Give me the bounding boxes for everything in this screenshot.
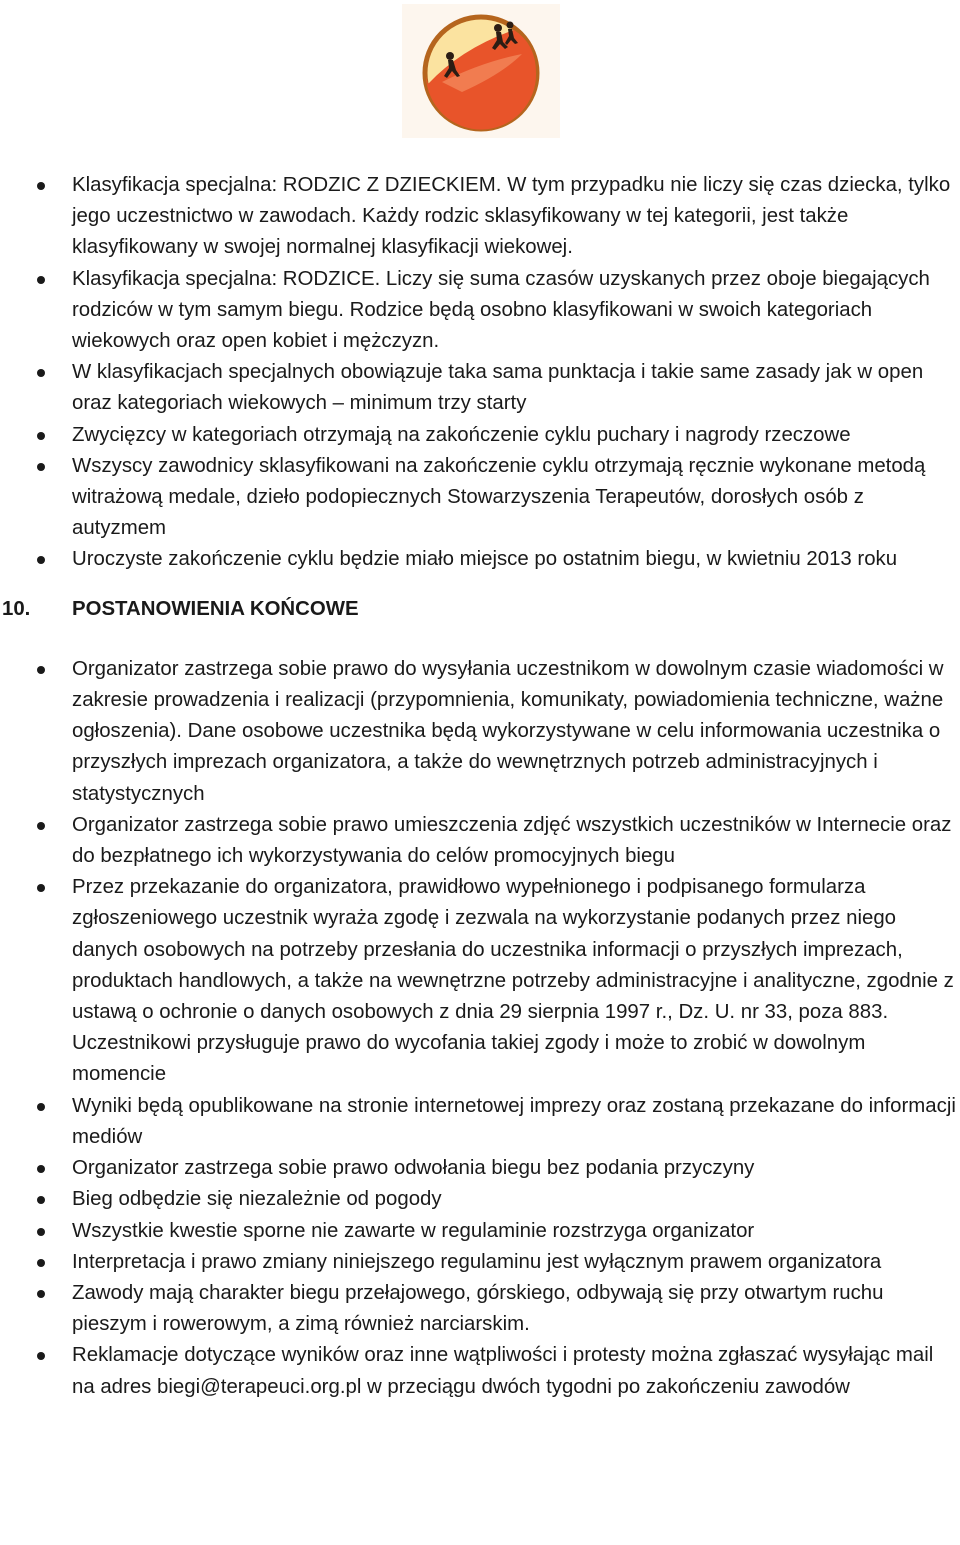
regulations-content xyxy=(0,170,960,1403)
section-heading xyxy=(0,594,960,625)
special-classification-list xyxy=(0,170,960,576)
logo-graphic xyxy=(402,4,560,138)
list-item: Wyniki będą opublikowane na stronie internetowej imprezy oraz zostaną przekazane do informacji mediów xyxy=(0,1091,960,1153)
list-item: Bieg odbędzie się niezależnie od pogody xyxy=(0,1184,960,1215)
list-item: Klasyfikacja specjalna: RODZIC Z DZIECKIEM. W tym przypadku nie liczy się czas dziecka, tylko jego uczestnictwo w zawodach. Każdy rodzic sklasyfikowany w tej kategorii, jest także klasyfikowany w swojej normalnej klasyfikacji wiekowej. xyxy=(0,170,960,264)
list-item: Zwycięzcy w kategoriach otrzymają na zakończenie cyklu puchary i nagrody rzeczowe xyxy=(0,420,960,451)
list-item: Organizator zastrzega sobie prawo umieszczenia zdjęć wszystkich uczestników w Internecie oraz do bezpłatnego ich wykorzystywania do celów promocyjnych biegu xyxy=(0,810,960,872)
section-number: 10. xyxy=(2,597,31,620)
final-provisions-list xyxy=(0,654,960,1403)
list-item: Organizator zastrzega sobie prawo do wysyłania uczestnikom w dowolnym czasie wiadomości w zakresie prowadzenia i realizacji (przypomnienia, komunikaty, powiadomienia techniczne, ważne ogłoszenia). Dane osobowe uczestnika będą wykorzystywane w celu informowania uczestnika o przyszłych imprezach organizatora, a także do wewnętrznych potrzeb administracyjnych i statystycznych xyxy=(0,654,960,810)
list-item: Przez przekazanie do organizatora, prawidłowo wypełnionego i podpisanego formularza zgłoszeniowego uczestnik wyraża zgodę i zezwala na wykorzystanie podanych przez niego danych osobowych na potrzeby przesłania do uczestnika informacji o przyszłych imprezach, produktach handlowych, a także na wewnętrzne potrzeby administracyjne i analityczne, zgodnie z ustawą o ochronie o danych osobowych z dnia 29 sierpnia 1997 r., Dz. U. nr 33, poza 883. Uczestnikowi przysługuje prawo do wycofania takiej zgody i może to zrobić w dowolnym momencie xyxy=(0,872,960,1090)
list-item: Zawody mają charakter biegu przełajowego, górskiego, odbywają się przy otwartym ruchu pieszym i rowerowym, a zimą również narciarskim. xyxy=(0,1278,960,1340)
list-item: Wszyscy zawodnicy sklasyfikowani na zakończenie cyklu otrzymają ręcznie wykonane metodą witrażową medale, dzieło podopiecznych Stowarzyszenia Terapeutów, dorosłych osób z autyzmem xyxy=(0,451,960,545)
list-item: W klasyfikacjach specjalnych obowiązuje taka sama punktacja i takie same zasady jak w open oraz kategoriach wiekowych – minimum trzy starty xyxy=(0,357,960,419)
list-item: Interpretacja i prawo zmiany niniejszego regulaminu jest wyłącznym prawem organizatora xyxy=(0,1247,960,1278)
section-title: POSTANOWIENIA KOŃCOWE xyxy=(72,597,359,620)
list-item: Reklamacje dotyczące wyników oraz inne wątpliwości i protesty można zgłaszać wysyłając mail na adres biegi@terapeuci.org.pl w przeciągu dwóch tygodni po zakończeniu zawodów xyxy=(0,1340,960,1402)
list-item: Organizator zastrzega sobie prawo odwołania biegu bez podania przyczyny xyxy=(0,1153,960,1184)
list-item: Uroczyste zakończenie cyklu będzie miało miejsce po ostatnim biegu, w kwietniu 2013 roku xyxy=(0,544,960,575)
list-item: Klasyfikacja specjalna: RODZICE. Liczy się suma czasów uzyskanych przez oboje biegających rodziców w tym samym biegu. Rodzice będą osobno klasyfikowani w swoich kategoriach wiekowych oraz open kobiet i mężczyzn. xyxy=(0,264,960,358)
runners-on-hill-logo xyxy=(402,4,560,138)
list-item: Wszystkie kwestie sporne nie zawarte w regulaminie rozstrzyga organizator xyxy=(0,1216,960,1247)
